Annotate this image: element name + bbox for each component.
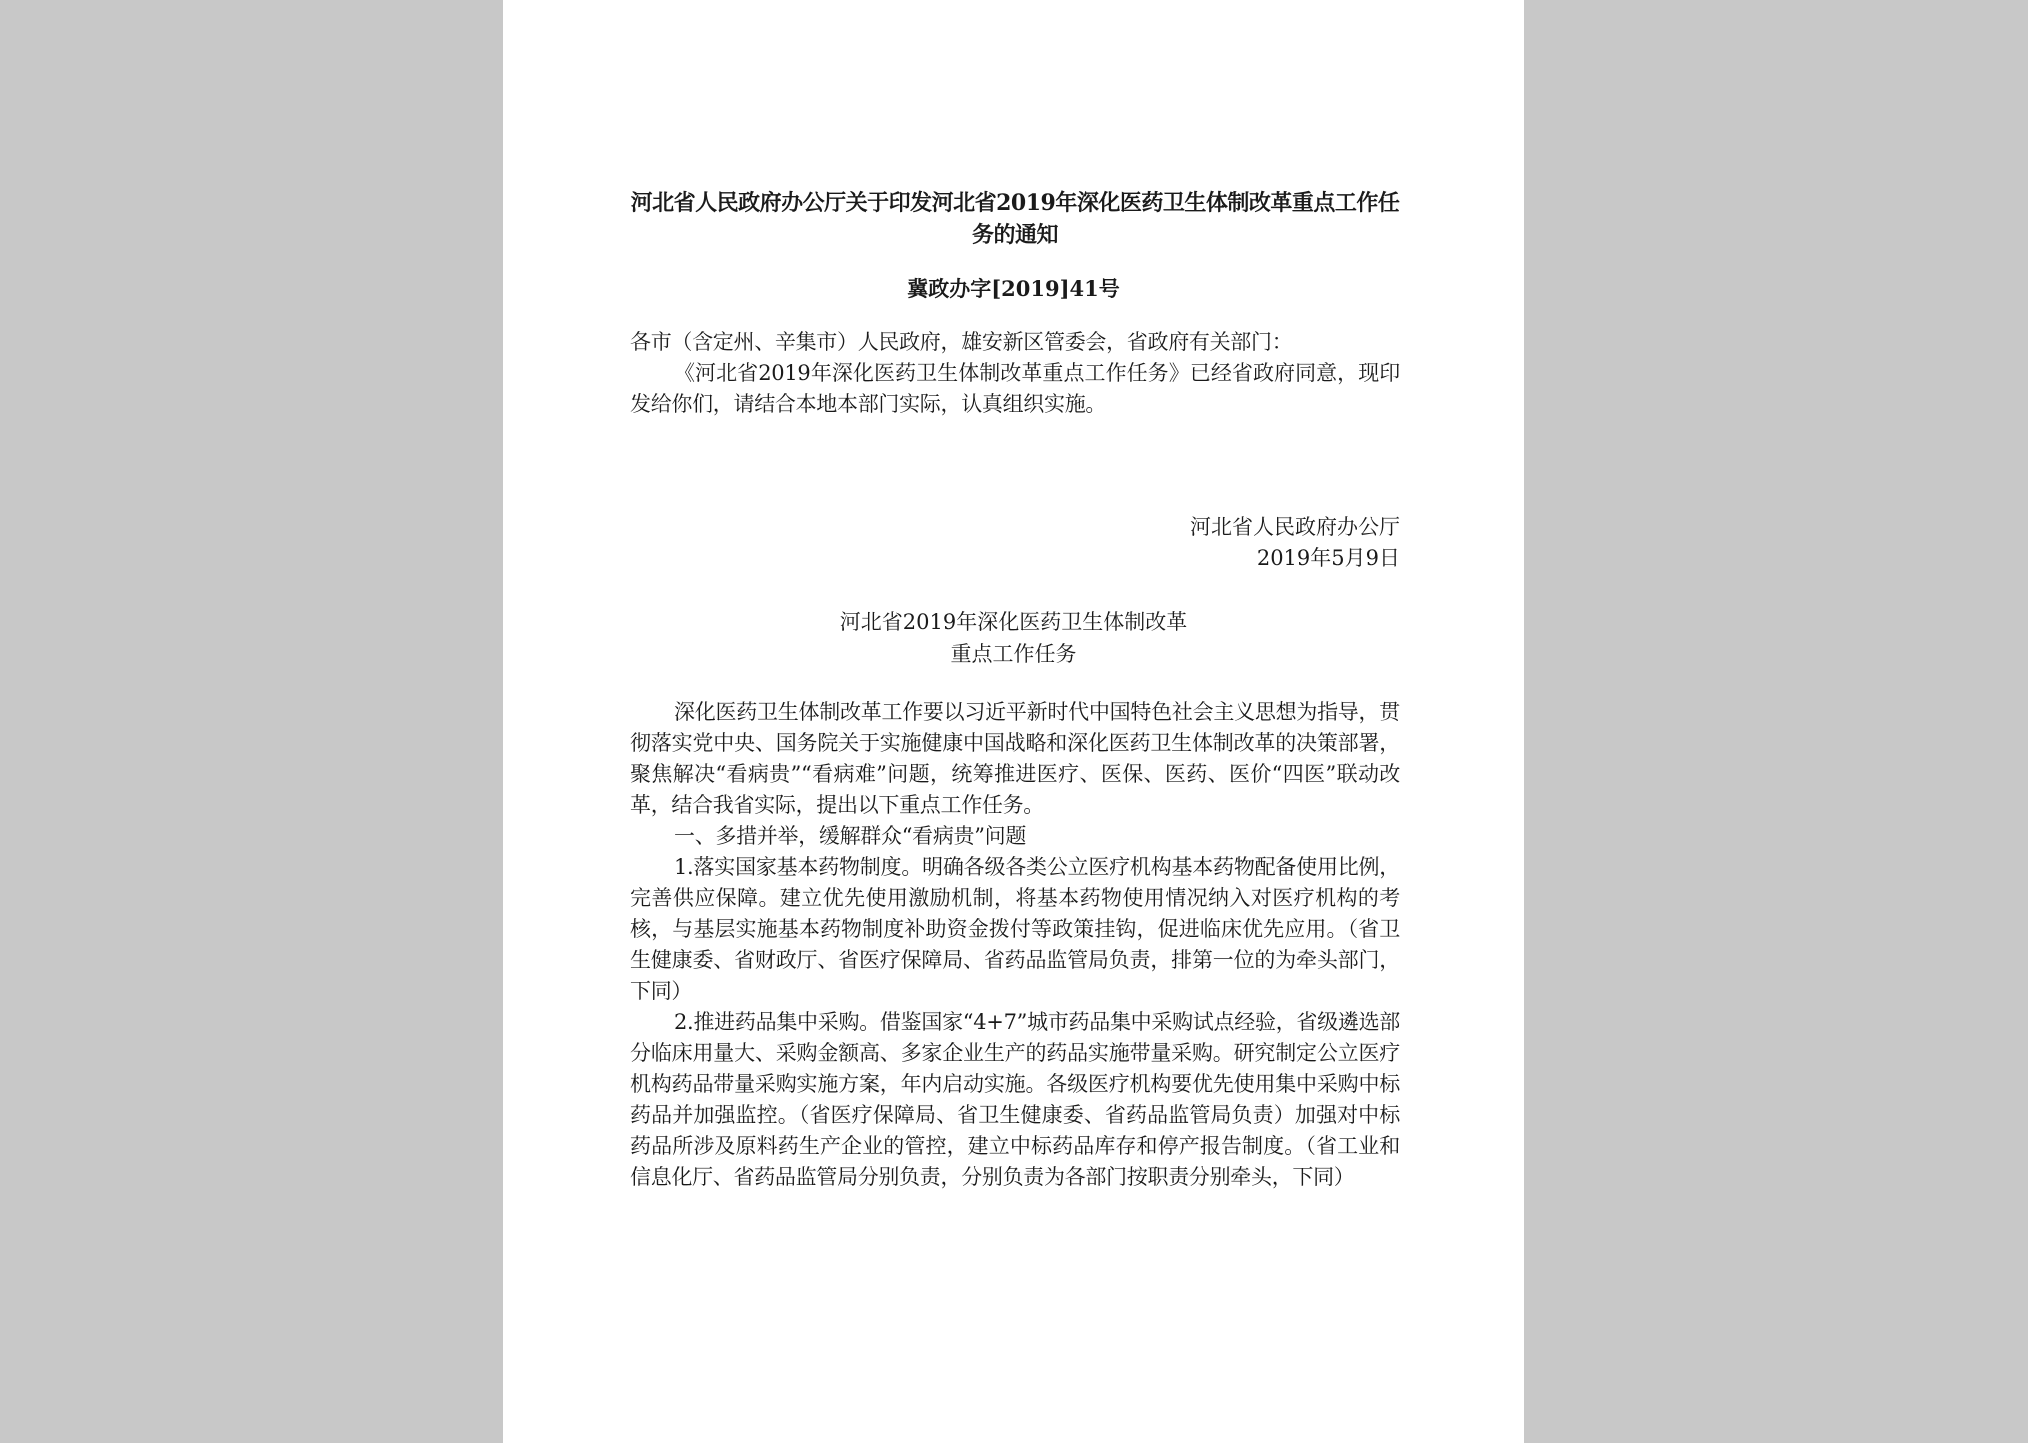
intro-paragraph: 《河北省2019年深化医药卫生体制改革重点工作任务》已经省政府同意，现印发给你们，请结合本地本部门实际，认真组织实施。 <box>630 361 1400 416</box>
attachment-title <box>503 606 1524 670</box>
notice-body <box>630 327 1400 420</box>
attachment-title-line-1: 河北省2019年深化医药卫生体制改革 <box>839 610 1188 634</box>
preamble-paragraph: 深化医药卫生体制改革工作要以习近平新时代中国特色社会主义思想为指导，贯彻落实党中央、国务院关于实施健康中国战略和深化医药卫生体制改革的决策部署，聚焦解决“看病贵”“看病难”问题，统筹推进医疗、医保、医药、医价“四医”联动改革，结合我省实际，提出以下重点工作任务。 <box>630 700 1400 817</box>
issue-date: 2019年5月9日 <box>1256 546 1400 570</box>
signature-block <box>630 512 1400 574</box>
document-page <box>503 0 1524 1443</box>
document-number: 冀政办字[2019]41号 <box>907 276 1120 301</box>
tasks-body <box>630 697 1400 1193</box>
addressee-line: 各市（含定州、辛集市）人民政府，雄安新区管委会，省政府有关部门： <box>630 330 1293 354</box>
section-heading: 一、多措并举，缓解群众“看病贵”问题 <box>674 824 1027 848</box>
task-paragraph: 1.落实国家基本药物制度。明确各级各类公立医疗机构基本药物配备使用比例，完善供应保障。建立优先使用激励机制，将基本药物使用情况纳入对医疗机构的考核，与基层实施基本药物制度补助资金拨付等政策挂钩，促进临床优先应用。（省卫生健康委、省财政厅、省医疗保障局、省药品监管局负责，排第一位的为牵头部门，下同） <box>630 855 1400 1003</box>
task-paragraph: 2.推进药品集中采购。借鉴国家“4+7”城市药品集中采购试点经验，省级遴选部分临床用量大、采购金额高、多家企业生产的药品实施带量采购。研究制定公立医疗机构药品带量采购实施方案，年内启动实施。各级医疗机构要优先使用集中采购中标药品并加强监控。（省医疗保障局、省卫生健康委、省药品监管局负责）加强对中标药品所涉及原料药生产企业的管控，建立中标药品库存和停产报告制度。（省工业和信息化厅、省药品监管局分别负责，分别负责为各部门按职责分别牵头，下同） <box>630 1010 1400 1189</box>
document-title: 河北省人民政府办公厅关于印发河北省2019年深化医药卫生体制改革重点工作任务的通知 <box>630 190 1400 248</box>
issuing-organization: 河北省人民政府办公厅 <box>1190 515 1400 539</box>
attachment-title-line-2: 重点工作任务 <box>950 642 1077 666</box>
